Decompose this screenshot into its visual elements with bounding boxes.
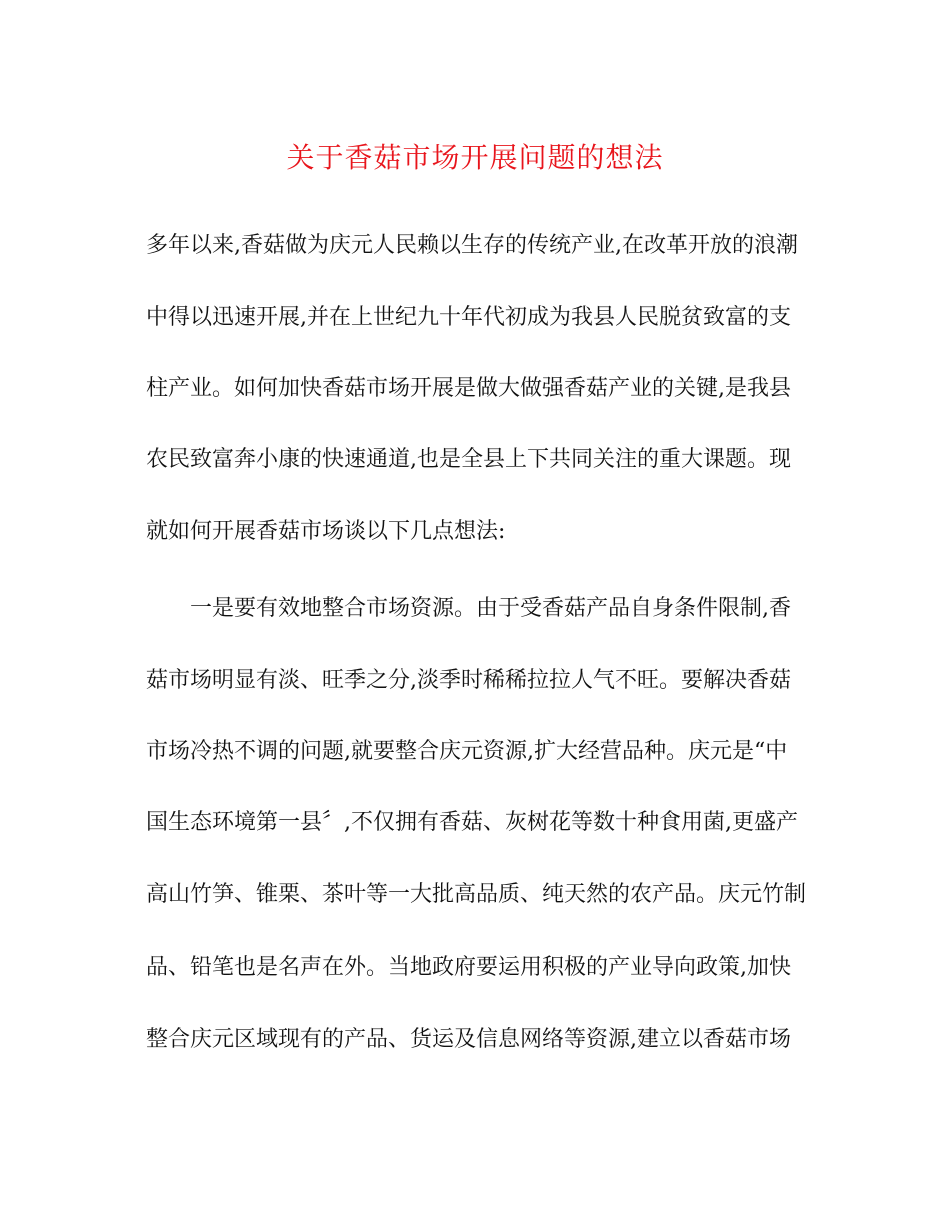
- paragraph-line: 品、铅笔也是名声在外。当地政府要运用积极的产业导向政策,加快: [146, 955, 791, 980]
- paragraph-line: 农民致富奔小康的快速通道,也是全县上下共同关注的重大课题。现: [146, 447, 791, 472]
- paragraph-line: 高山竹笋、锥栗、茶叶等一大批高品质、纯天然的农产品。庆元竹制: [146, 882, 806, 907]
- paragraph-line: 一是要有效地整合市场资源。由于受香菇产品自身条件限制,香: [146, 596, 791, 621]
- paragraph-line: 市场冷热不调的问题,就要整合庆元资源,扩大经营品种。庆元是“中: [146, 739, 788, 764]
- document-title: 关于香菇市场开展问题的想法: [286, 141, 664, 174]
- paragraph-line: 整合庆元区域现有的产品、货运及信息网络等资源,建立以香菇市场: [146, 1027, 791, 1052]
- paragraph-line: 多年以来,香菇做为庆元人民赖以生存的传统产业,在改革开放的浪潮: [146, 233, 798, 258]
- paragraph-line: 菇市场明显有淡、旺季之分,淡季时稀稀拉拉人气不旺。要解决香菇: [146, 668, 791, 693]
- paragraph-line: 中得以迅速开展,并在上世纪九十年代初成为我县人民脱贫致富的支: [146, 305, 791, 330]
- paragraph-line: 柱产业。如何加快香菇市场开展是做大做强香菇产业的关键,是我县: [146, 376, 791, 401]
- paragraph-line: 国生态环境第一县〞,不仅拥有香菇、灰树花等数十种食用菌,更盛产: [146, 810, 798, 835]
- paragraph-line: 就如何开展香菇市场谈以下几点想法:: [146, 519, 506, 544]
